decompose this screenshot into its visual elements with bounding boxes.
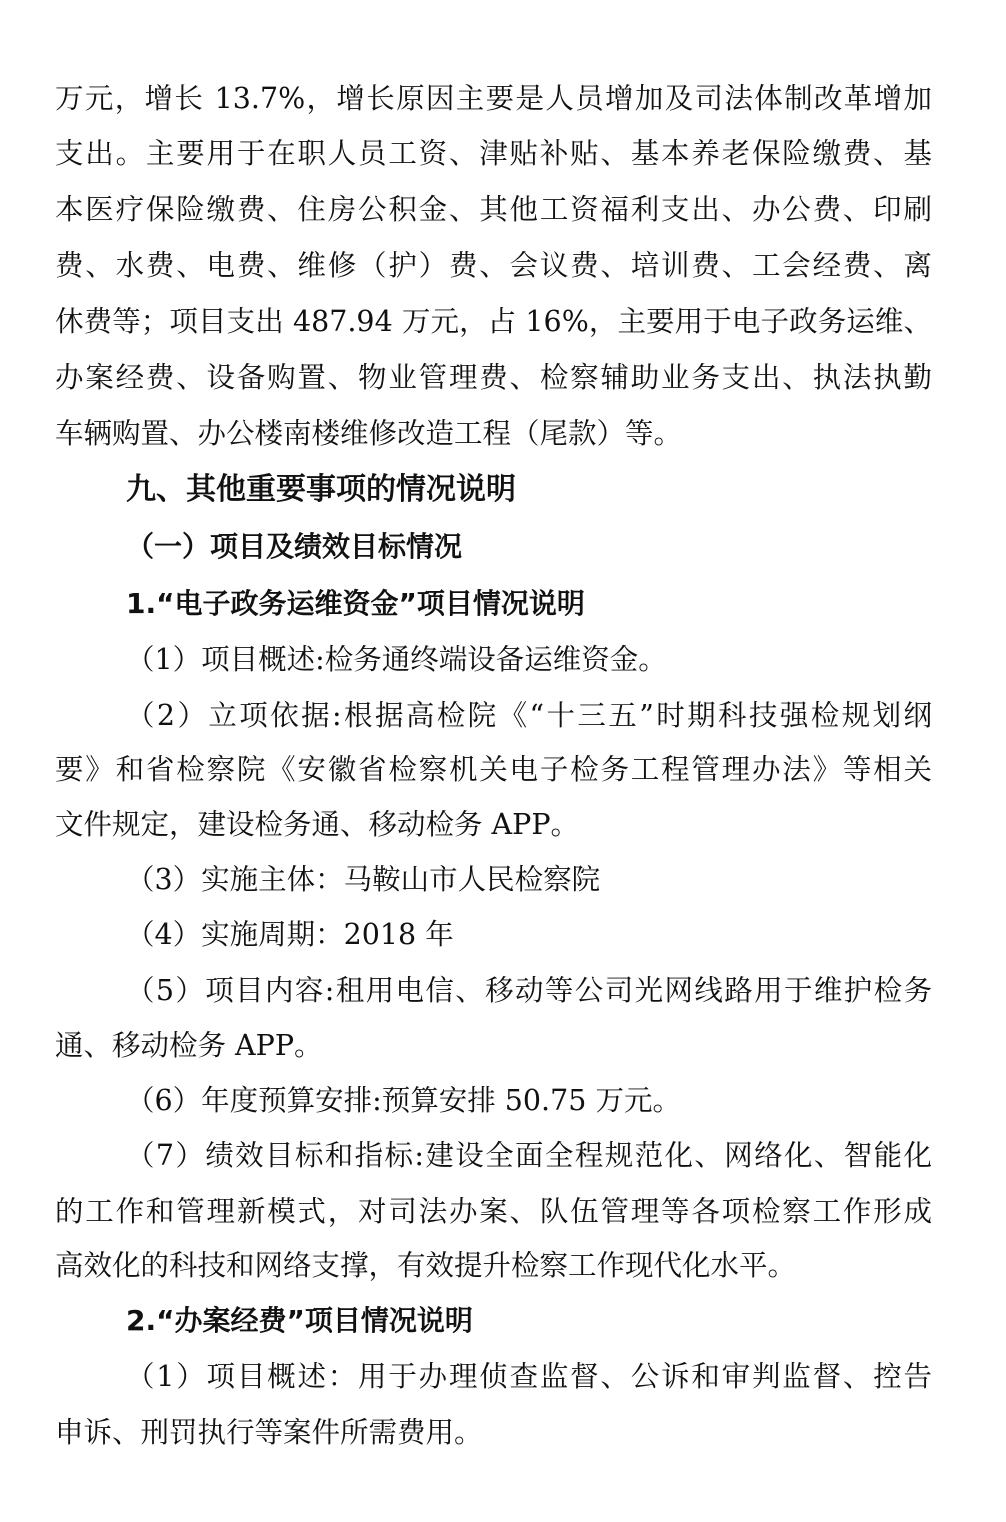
paragraph-line: 文件规定，建设检务通、移动检务 APP。	[55, 808, 579, 841]
paragraph-line: 支出。主要用于在职人员工资、津贴补贴、基本养老保险缴费、基	[55, 137, 932, 170]
paragraph-line: 万元，增长 13.7%，增长原因主要是人员增加及司法体制改革增加	[55, 82, 932, 115]
paragraph-line: 办案经费、设备购置、物业管理费、检察辅助业务支出、执法执勤	[55, 361, 932, 394]
list-item: （6）年度预算安排:预算安排 50.75 万元。	[126, 1084, 681, 1117]
list-item: （2）立项依据:根据高检院《“十三五”时期科技强检规划纲	[126, 699, 932, 732]
paragraph-line: 的工作和管理新模式，对司法办案、队伍管理等各项检察工作形成	[55, 1195, 932, 1228]
list-item: （7）绩效目标和指标:建设全面全程规范化、网络化、智能化	[126, 1139, 932, 1172]
paragraph-line: 通、移动检务 APP。	[55, 1029, 323, 1062]
subsection-heading: （一）项目及绩效目标情况	[126, 530, 463, 563]
paragraph-line: 申诉、刑罚执行等案件所需费用。	[55, 1416, 483, 1449]
paragraph-line: 本医疗保险缴费、住房公积金、其他工资福利支出、办公费、印刷	[55, 193, 932, 226]
paragraph-line: 车辆购置、办公楼南楼维修改造工程（尾款）等。	[55, 417, 683, 450]
item-heading: 2.“办案经费”项目情况说明	[126, 1304, 473, 1337]
list-item: （3）实施主体：马鞍山市人民检察院	[126, 863, 601, 896]
list-item: （4）实施周期：2018 年	[126, 918, 454, 951]
list-item: （1）项目概述:检务通终端设备运维资金。	[126, 643, 667, 676]
section-heading: 九、其他重要事项的情况说明	[126, 472, 516, 507]
list-item: （1）项目概述：用于办理侦查监督、公诉和审判监督、控告	[126, 1360, 932, 1393]
paragraph-line: 休费等；项目支出 487.94 万元，占 16%，主要用于电子政务运维、	[55, 305, 932, 338]
paragraph-line: 高效化的科技和网络支撑，有效提升检察工作现代化水平。	[55, 1249, 797, 1282]
paragraph-line: 要》和省检察院《安徽省检察机关电子检务工程管理办法》等相关	[55, 753, 932, 786]
paragraph-line: 费、水费、电费、维修（护）费、会议费、培训费、工会经费、离	[55, 249, 932, 282]
list-item: （5）项目内容:租用电信、移动等公司光网线路用于维护检务	[126, 974, 932, 1007]
item-heading: 1.“电子政务运维资金”项目情况说明	[126, 587, 585, 620]
